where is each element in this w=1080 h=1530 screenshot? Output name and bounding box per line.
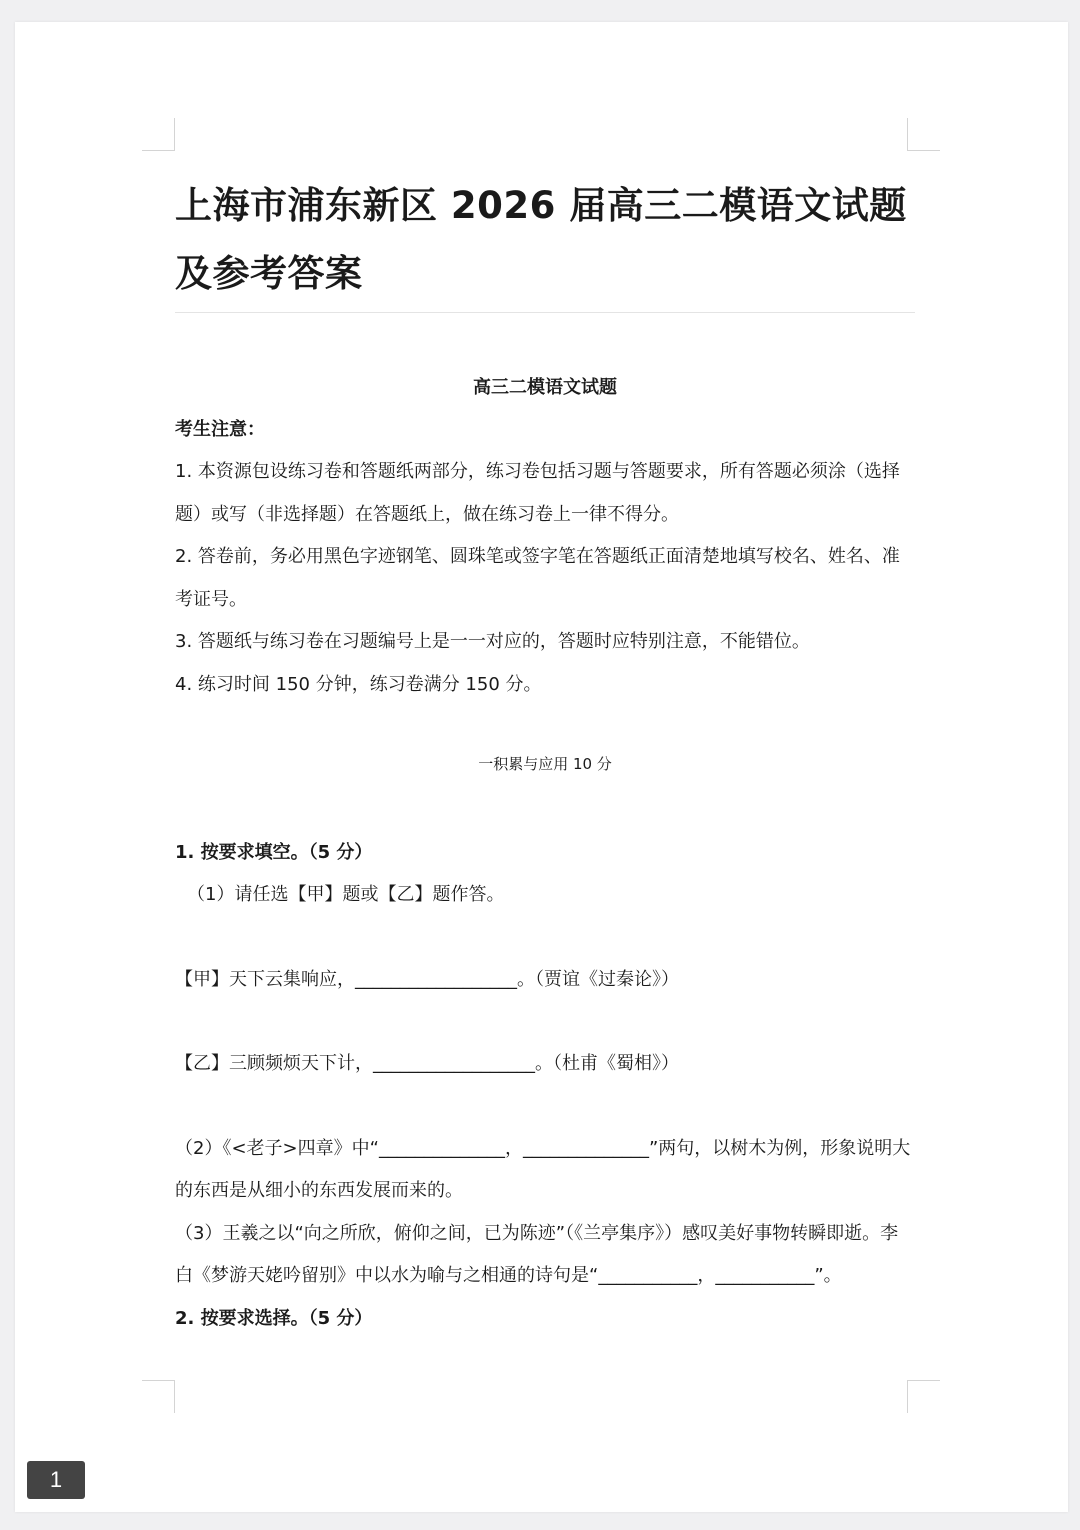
notice-item-3: 3. 答题纸与练习卷在习题编号上是一一对应的，答题时应特别注意，不能错位。 xyxy=(175,631,810,652)
document-title-line1: 上海市浦东新区 2026 届高三二模语文试题 xyxy=(175,184,907,227)
question-1-part-1-intro: （1）请任选【甲】题或【乙】题作答。 xyxy=(187,884,505,905)
page-content xyxy=(175,172,915,1340)
document-title xyxy=(175,172,915,313)
crop-mark-top-right xyxy=(907,118,940,151)
notice-label: 考生注意： xyxy=(175,419,265,440)
page-number-badge: 1 xyxy=(27,1461,85,1499)
document-page xyxy=(15,22,1068,1512)
spacer xyxy=(175,1086,915,1128)
question-1-part-2: （2）《<老子>四章》中“______________，______________”两句，以树木为例，形象说明大的东西是从细小的东西发展而来的。 xyxy=(175,1137,911,1201)
question-1-option-jia: 【甲】天下云集响应，__________________。（贾谊《过秦论》） xyxy=(175,968,679,990)
question-1-option-yi: 【乙】三顾频烦天下计，__________________。（杜甫《蜀相》） xyxy=(175,1053,679,1074)
document-title-line2: 及参考答案 xyxy=(175,252,363,295)
question-2-heading: 2. 按要求选择。（5 分） xyxy=(175,1307,373,1329)
notice-item-1: 1. 本资源包设练习卷和答题纸两部分，练习卷包括习题与答题要求，所有答题必须涂（选择题）或写（非选择题）在答题纸上，做在练习卷上一律不得分。 xyxy=(175,461,900,525)
spacer xyxy=(175,917,915,959)
exam-subtitle: 高三二模语文试题 xyxy=(473,377,617,398)
question-1-heading: 1. 按要求填空。（5 分） xyxy=(175,842,373,863)
question-1-part-3: （3）王羲之以“向之所欣，俯仰之间，已为陈迹”（《兰亭集序》）感叹美好事物转瞬即逝。李白《梦游天姥吟留别》中以水为喻与之相通的诗句是“___________，___________”。 xyxy=(175,1222,899,1286)
crop-mark-bottom-left xyxy=(142,1380,175,1413)
spacer xyxy=(175,1001,915,1043)
crop-mark-bottom-right xyxy=(907,1380,940,1413)
notice-item-4: 4. 练习时间 150 分钟，练习卷满分 150 分。 xyxy=(175,673,542,695)
crop-mark-top-left xyxy=(142,118,175,151)
section-header: 一积累与应用 10 分 xyxy=(478,755,612,773)
notice-item-2: 2. 答卷前，务必用黑色字迹钢笔、圆珠笔或签字笔在答题纸正面清楚地填写校名、姓名、准考证号。 xyxy=(175,546,900,610)
